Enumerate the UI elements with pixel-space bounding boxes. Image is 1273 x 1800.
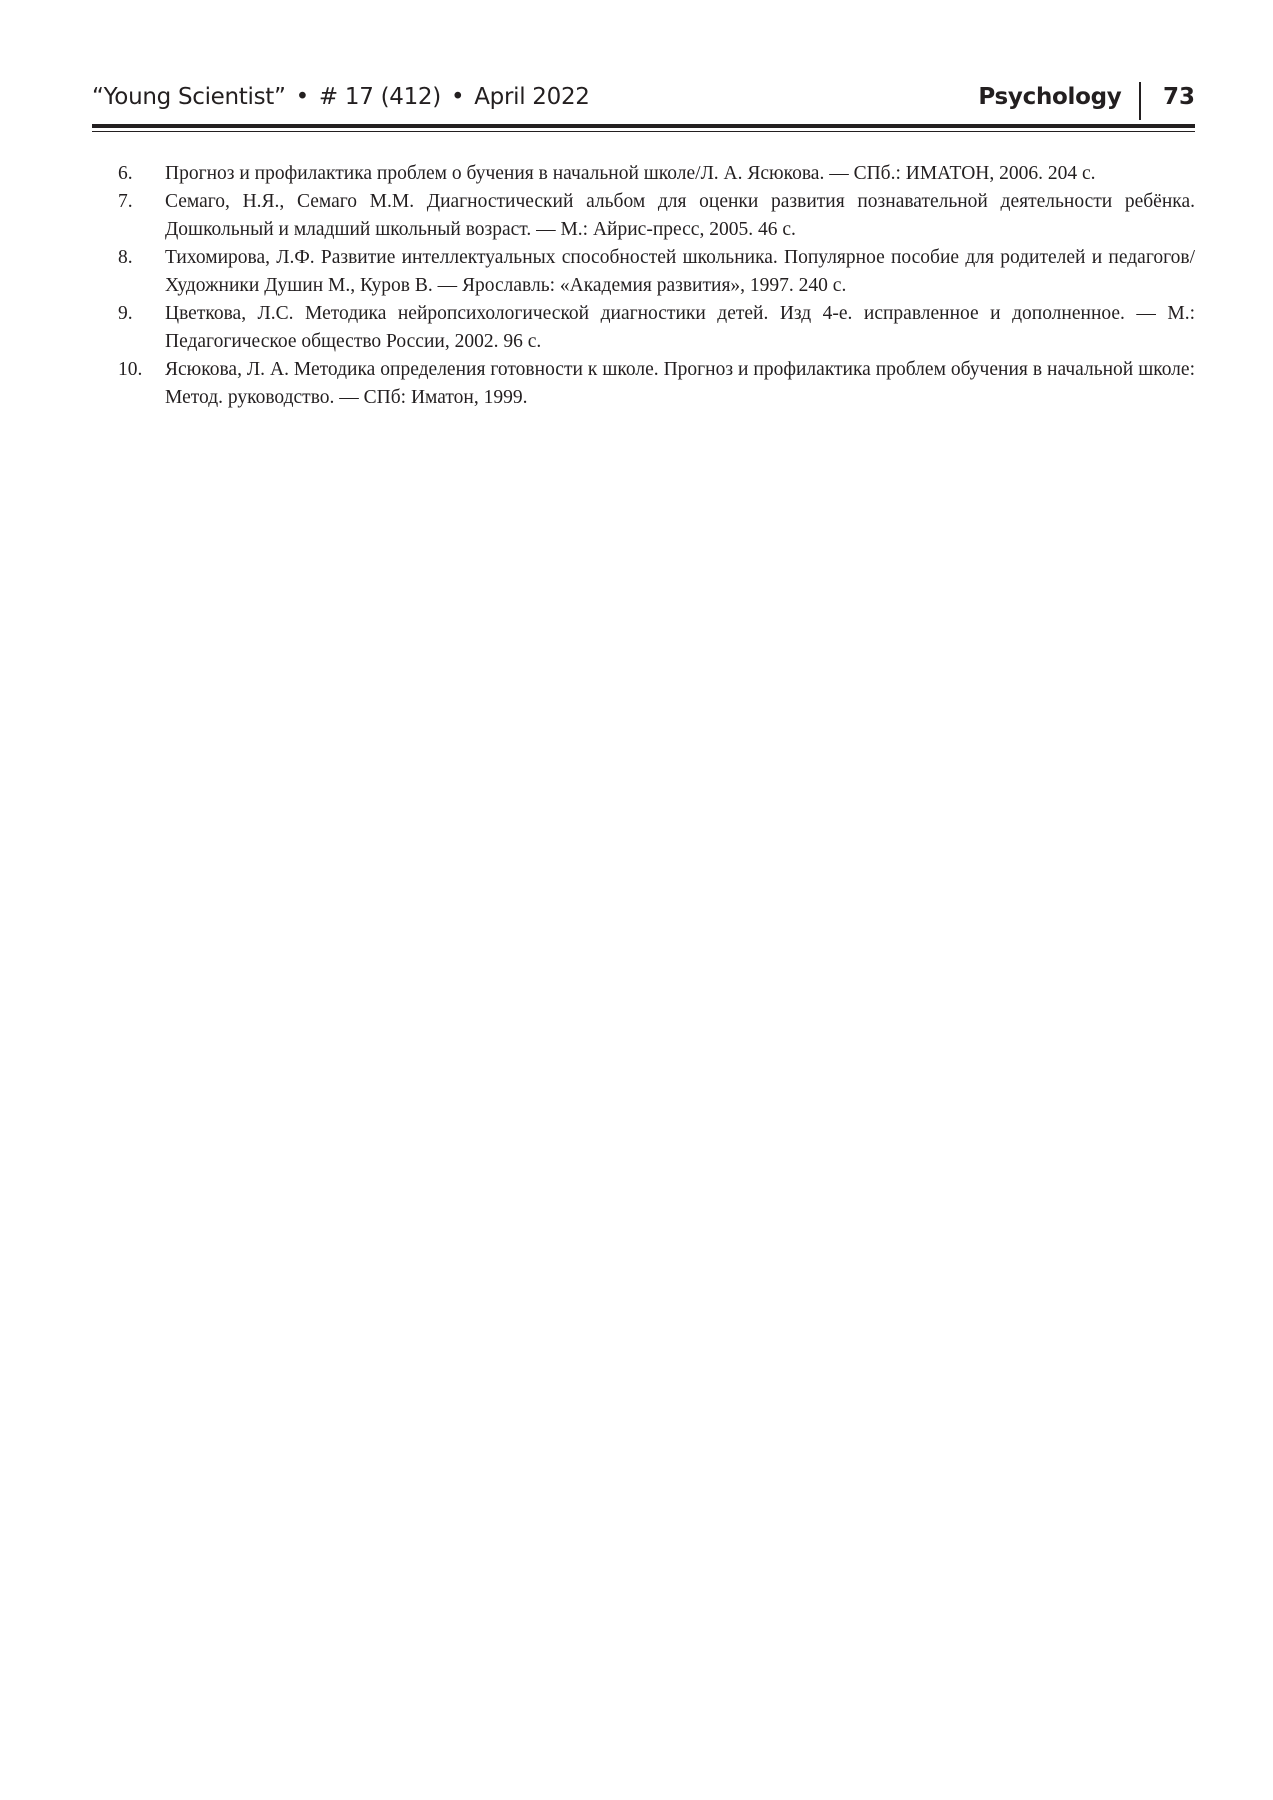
- reference-text: Ясюкова, Л. А. Методика определения готовности к школе. Прогноз и профилактика проблем обучения в начальной школе: Метод. руководство. — СПб: Иматон, 1999.: [165, 359, 1195, 408]
- reference-number: 6.: [118, 163, 133, 184]
- journal-info: [92, 84, 590, 110]
- page-number: 73: [1162, 84, 1195, 110]
- reference-number: 9.: [118, 303, 133, 324]
- separator-dot: •: [295, 84, 309, 110]
- reference-list: [118, 160, 1195, 412]
- reference-text: Тихомирова, Л.Ф. Развитие интеллектуальных способностей школьника. Популярное пособие для родителей и педагогов/Художники Душин М., Куров В. — Ярославль: «Академия развития», 1997. 240 с.: [165, 247, 1195, 296]
- reference-number: 8.: [118, 247, 133, 268]
- issue-number: # 17 (412): [318, 84, 441, 110]
- reference-item: [118, 300, 1195, 356]
- running-head: [92, 82, 1195, 122]
- reference-item: [118, 160, 1195, 188]
- reference-item: [118, 356, 1195, 412]
- reference-text: Прогноз и профилактика проблем о бучения в начальной школе/Л. А. Ясюкова. — СПб.: ИМАТОН, 2006. 204 с.: [165, 163, 1096, 184]
- issue-date: April 2022: [474, 84, 590, 110]
- reference-number: 7.: [118, 191, 133, 212]
- reference-text: Семаго, Н.Я., Семаго М.М. Диагностический альбом для оценки развития познавательной деятельности ребёнка. Дошкольный и младший школьный возраст. — М.: Айрис-пресс, 2005. 46 с.: [165, 191, 1195, 240]
- header-rule-thick: [92, 124, 1195, 128]
- header-divider: [1139, 82, 1141, 120]
- reference-text: Цветкова, Л.С. Методика нейропсихологической диагностики детей. Изд 4-е. исправленное и дополненное. — М.: Педагогическое общество России, 2002. 96 с.: [165, 303, 1195, 352]
- reference-item: [118, 188, 1195, 244]
- journal-title: “Young Scientist”: [92, 84, 286, 110]
- reference-number: 10.: [118, 359, 143, 380]
- header-rule-thin: [92, 131, 1195, 132]
- section-block: [978, 82, 1195, 122]
- reference-item: [118, 244, 1195, 300]
- section-name: Psychology: [978, 84, 1122, 110]
- separator-dot: •: [450, 84, 465, 110]
